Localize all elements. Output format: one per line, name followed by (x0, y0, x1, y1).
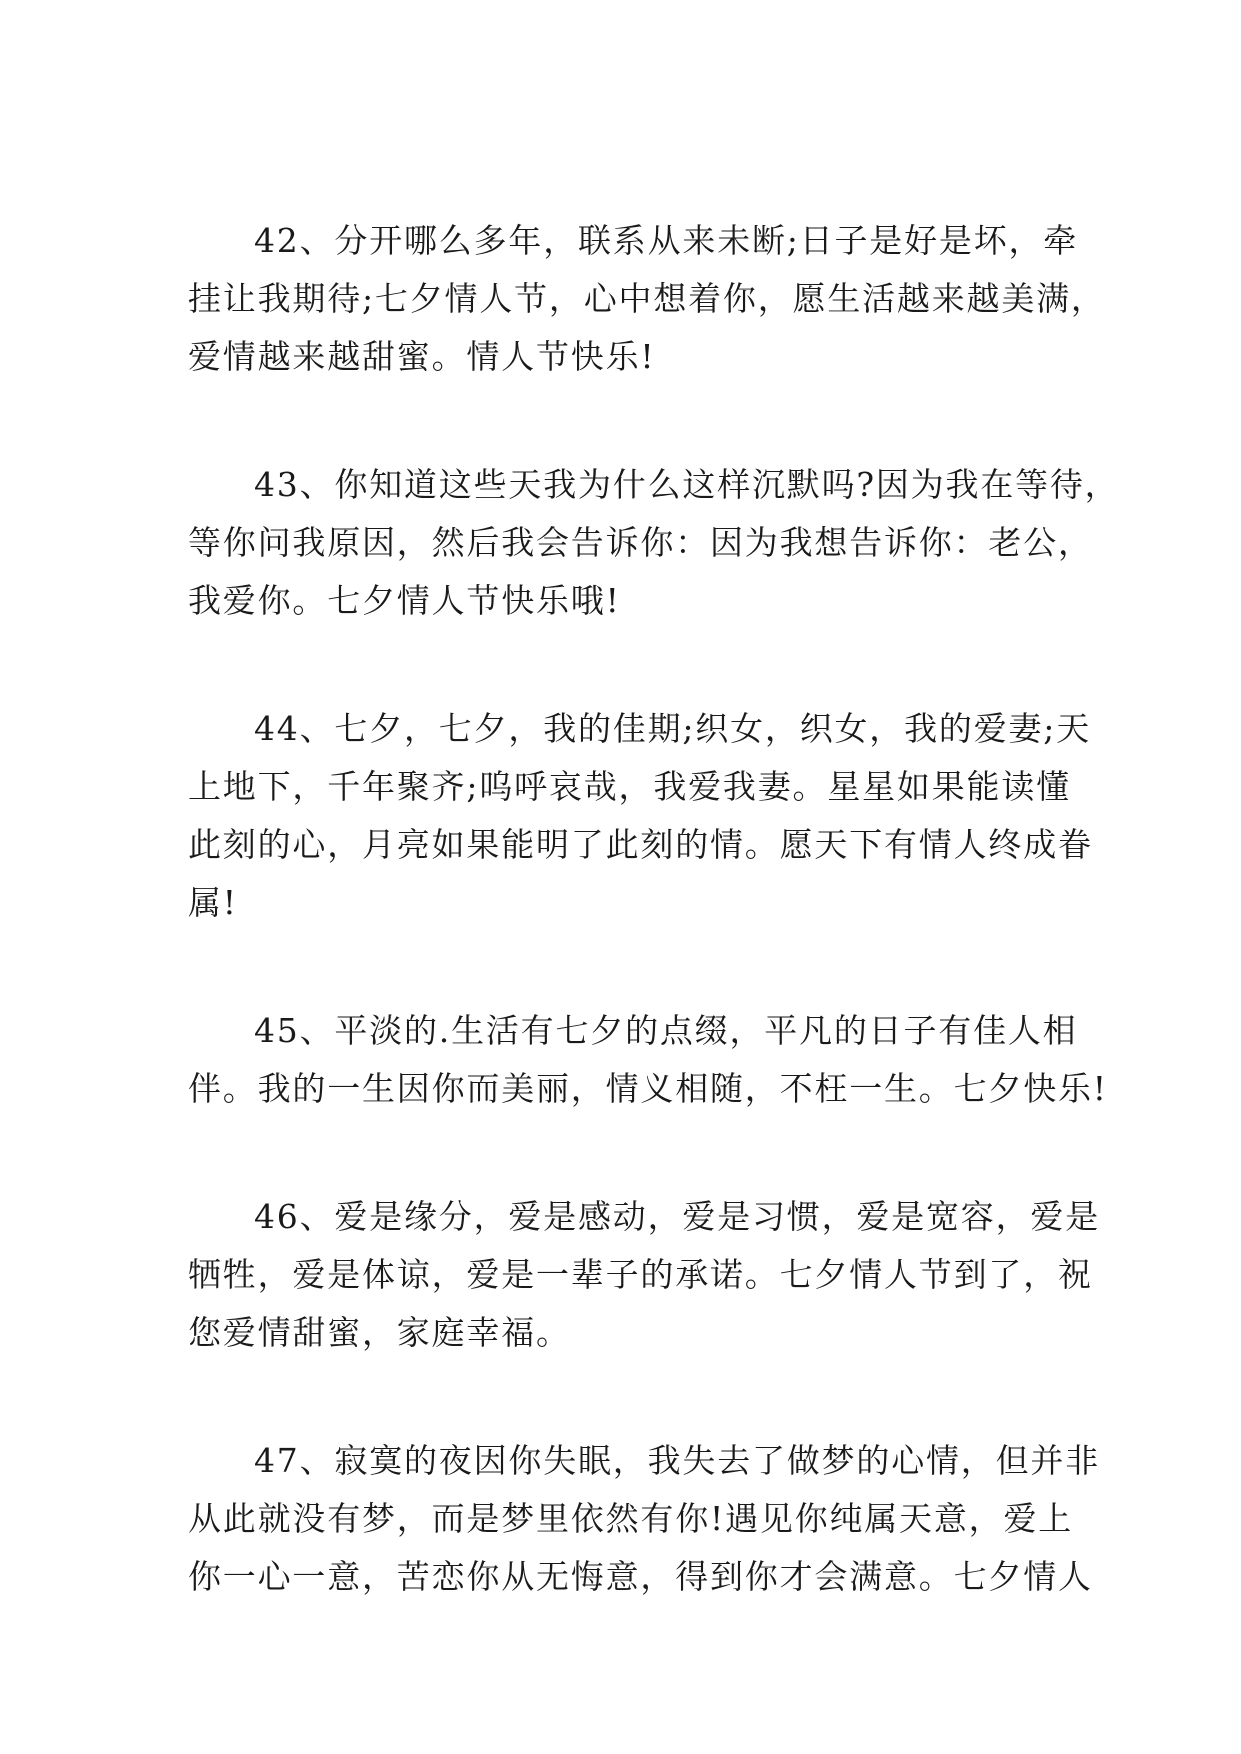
text-line: 44、七夕，七夕，我的佳期;织女，织女，我的爱妻;天 (254, 709, 1092, 748)
document-body (188, 212, 1120, 1606)
paragraph-42 (188, 212, 1106, 386)
text-line: 伴。我的一生因你而美丽，情义相随，不枉一生。七夕快乐! (188, 1069, 1108, 1108)
text-line: 47、寂寞的夜因你失眠，我失去了做梦的心情，但并非 (254, 1441, 1100, 1480)
text-line: 43、你知道这些天我为什么这样沉默吗?因为我在等待， (254, 465, 1120, 504)
text-line: 属! (188, 883, 238, 922)
text-line: 45、平淡的.生活有七夕的点缀，平凡的日子有佳人相 (254, 1011, 1078, 1050)
text-line: 牺牲，爱是体谅，爱是一辈子的承诺。七夕情人节到了，祝 (188, 1255, 1093, 1294)
paragraph-44 (188, 700, 1093, 932)
paragraph-46 (188, 1188, 1100, 1362)
text-line: 46、爱是缘分，爱是感动，爱是习惯，爱是宽容，爱是 (254, 1197, 1100, 1236)
text-line: 挂让我期待;七夕情人节，心中想着你，愿生活越来越美满， (188, 279, 1106, 318)
text-line: 42、分开哪么多年，联系从来未断;日子是好是坏，牵 (254, 221, 1079, 260)
text-line: 此刻的心，月亮如果能明了此刻的情。愿天下有情人终成眷 (188, 825, 1093, 864)
text-line: 从此就没有梦，而是梦里依然有你!遇见你纯属天意，爱上 (188, 1499, 1074, 1538)
text-line: 爱情越来越甜蜜。情人节快乐! (188, 337, 656, 376)
text-line: 上地下，千年聚齐;呜呼哀哉，我爱我妻。星星如果能读懂 (188, 767, 1071, 806)
paragraph-45 (188, 1002, 1108, 1118)
text-line: 你一心一意，苦恋你从无悔意，得到你才会满意。七夕情人 (188, 1557, 1093, 1596)
text-line: 您爱情甜蜜，家庭幸福。 (188, 1313, 571, 1352)
text-line: 等你问我原因，然后我会告诉你：因为我想告诉你：老公， (188, 523, 1093, 562)
paragraph-43 (188, 456, 1120, 630)
text-line: 我爱你。七夕情人节快乐哦! (188, 581, 621, 620)
paragraph-47 (188, 1432, 1100, 1606)
